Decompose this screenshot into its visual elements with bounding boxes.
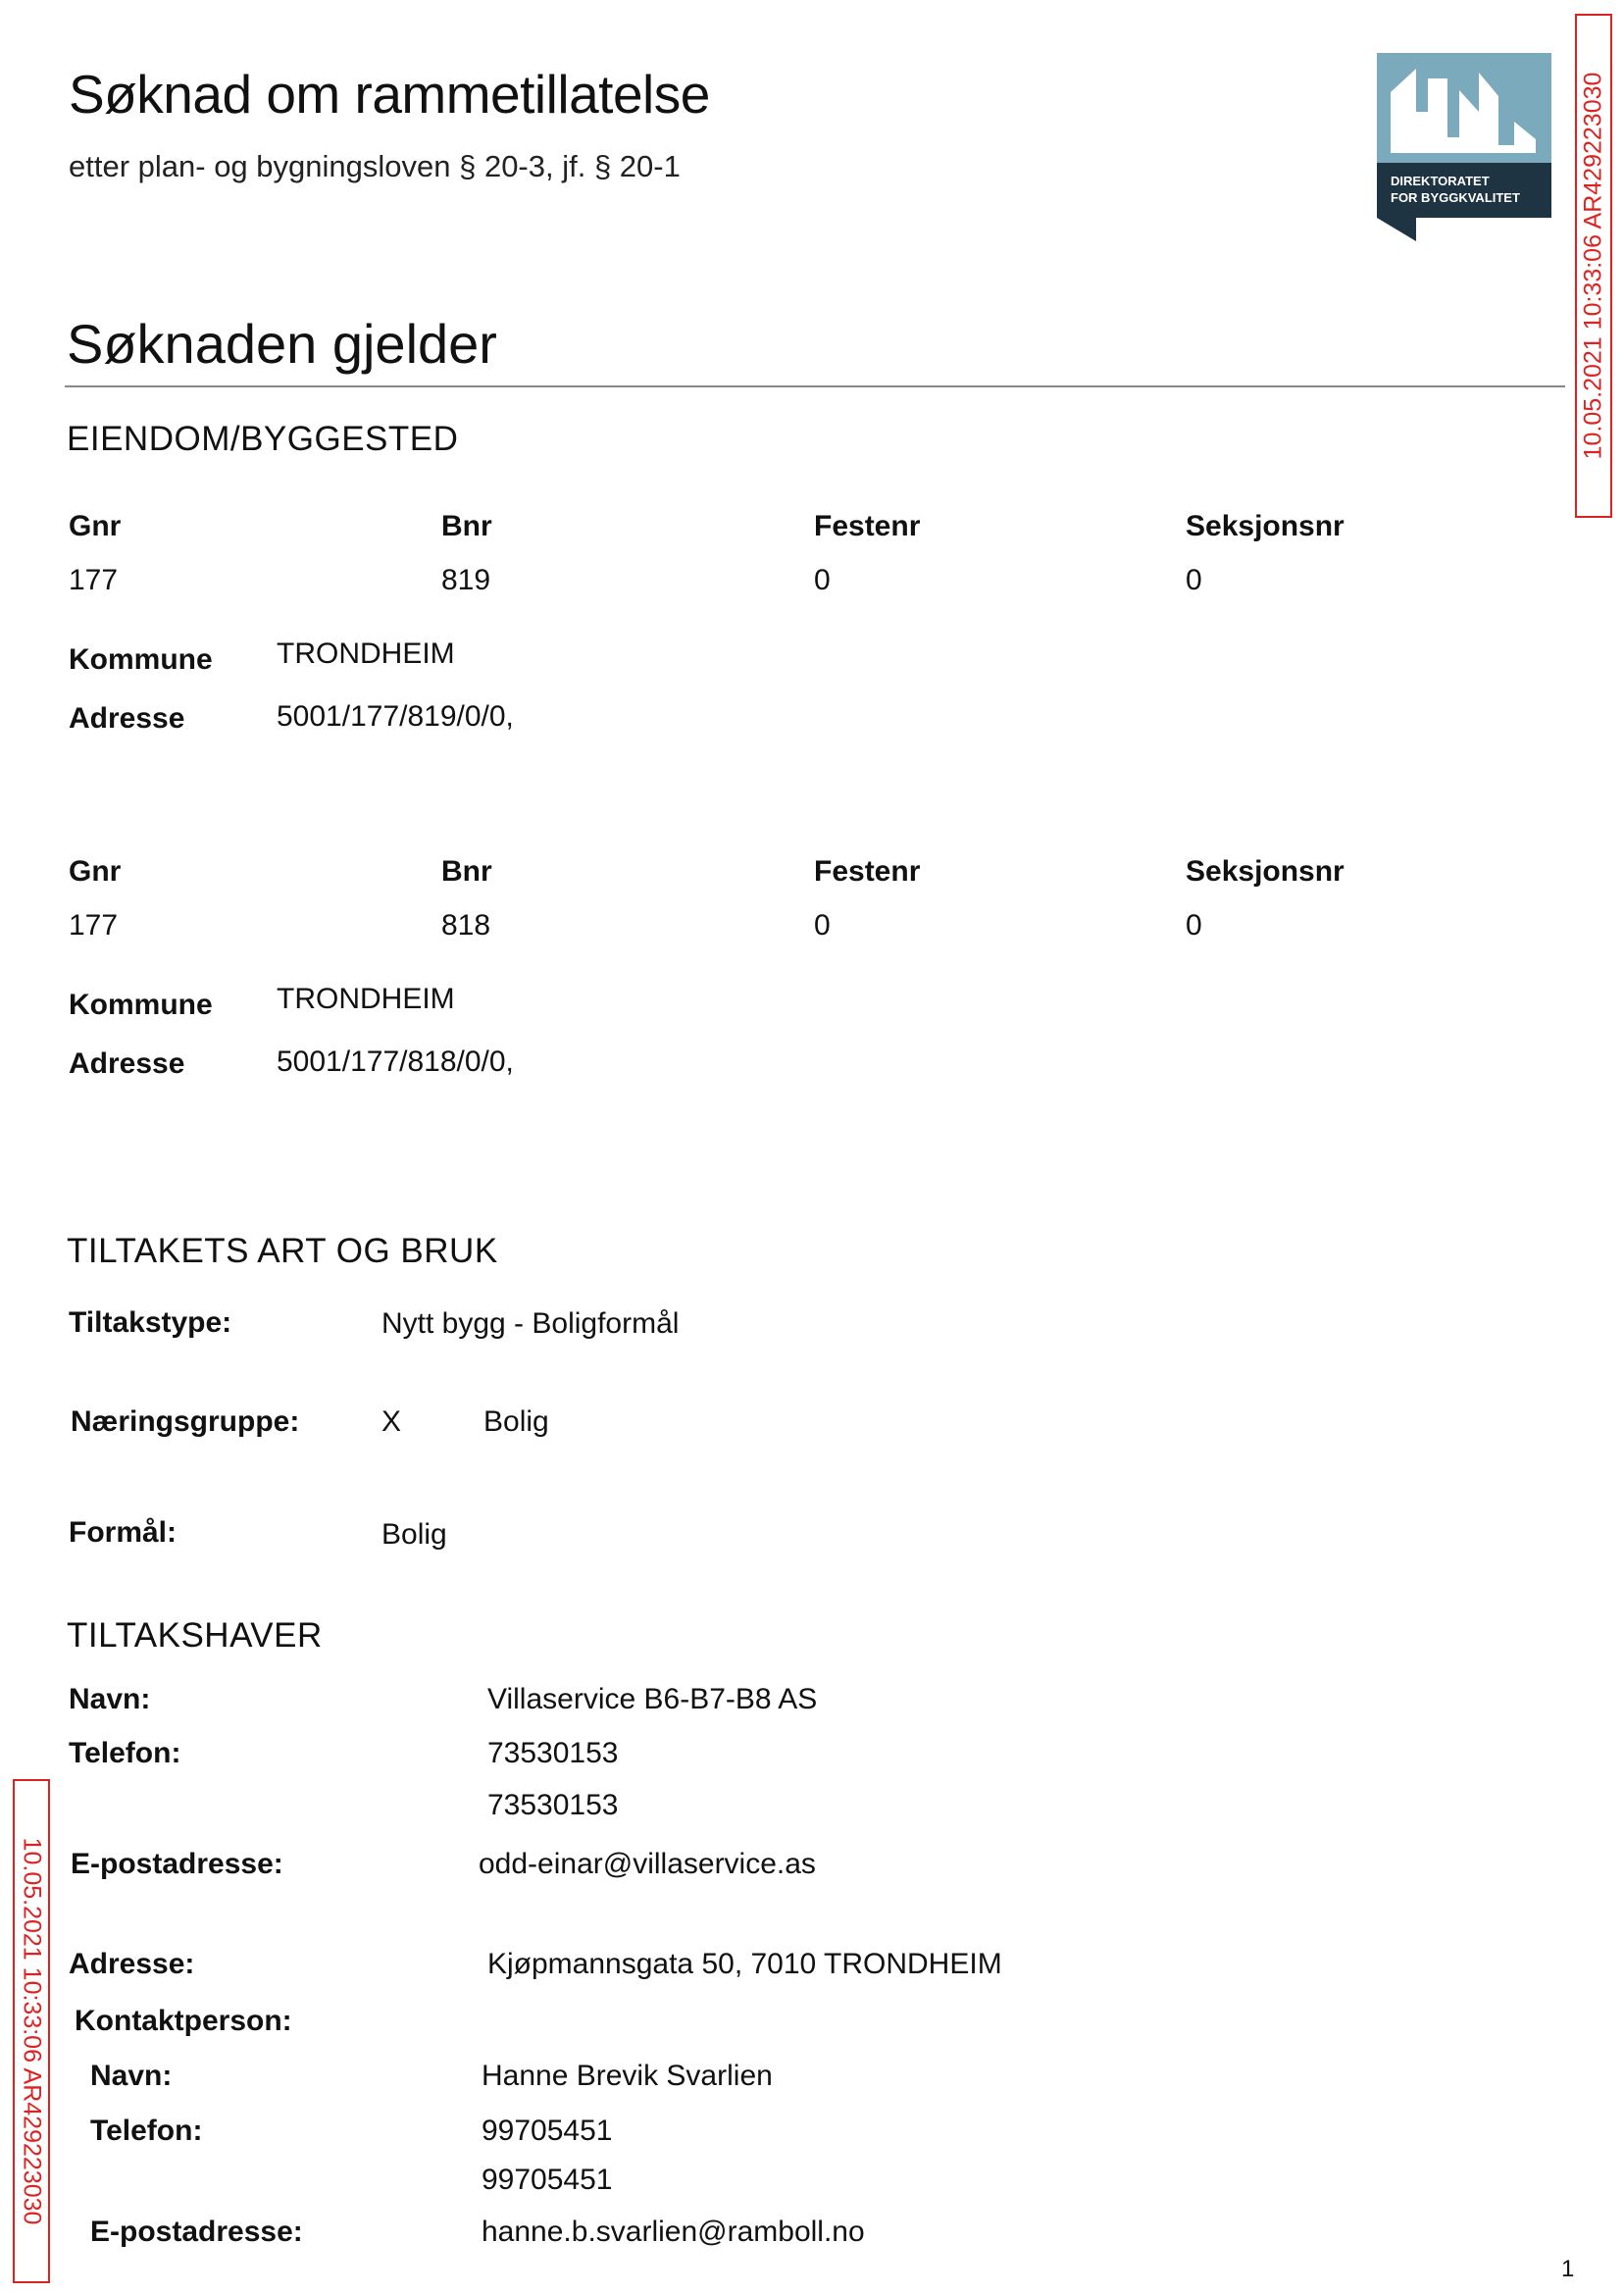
naeringsgruppe-label: Næringsgruppe: bbox=[71, 1405, 300, 1438]
kommune-value: TRONDHEIM bbox=[277, 637, 455, 670]
section-title: Søknaden gjelder bbox=[67, 313, 497, 375]
dibk-logo bbox=[1377, 53, 1551, 241]
kontakt-navn-label: Navn: bbox=[90, 2060, 173, 2092]
col-label-festenr: Festenr bbox=[814, 510, 921, 542]
col-label-seksjonsnr: Seksjonsnr bbox=[1186, 510, 1345, 542]
kontakt-telefon-label: Telefon: bbox=[90, 2115, 203, 2147]
adresse-value: 5001/177/819/0/0, bbox=[277, 700, 514, 733]
gnr-value: 177 bbox=[69, 909, 119, 942]
kontakt-telefon-2: 99705451 bbox=[482, 2164, 613, 2196]
adresse-label: Adresse bbox=[69, 702, 185, 735]
logo-text-line2: FOR BYGGKVALITET bbox=[1391, 190, 1520, 205]
col-label-gnr: Gnr bbox=[69, 855, 122, 888]
receipt-stamp-right bbox=[1575, 14, 1612, 518]
naeringsgruppe-value: Bolig bbox=[483, 1405, 549, 1438]
naeringsgruppe-code: X bbox=[381, 1405, 402, 1438]
tiltakshaver-epost-value: odd-einar@villaservice.as bbox=[479, 1848, 816, 1880]
tiltakshaver-telefon-1: 73530153 bbox=[487, 1737, 619, 1769]
page-number: 1 bbox=[1561, 2256, 1575, 2282]
document-title: Søknad om rammetillatelse bbox=[69, 64, 710, 125]
col-label-seksjonsnr: Seksjonsnr bbox=[1186, 855, 1345, 888]
tiltakshaver-adresse-label: Adresse: bbox=[69, 1948, 195, 1980]
formal-value: Bolig bbox=[381, 1518, 447, 1551]
kommune-value: TRONDHEIM bbox=[277, 983, 455, 1015]
kommune-label: Kommune bbox=[69, 643, 213, 676]
formal-label: Formål: bbox=[69, 1516, 178, 1549]
kontaktperson-label: Kontaktperson: bbox=[75, 2005, 292, 2037]
seksjonsnr-value: 0 bbox=[1186, 564, 1202, 596]
section-divider bbox=[65, 385, 1565, 387]
festenr-value: 0 bbox=[814, 564, 831, 596]
tiltakstype-label: Tiltakstype: bbox=[69, 1306, 232, 1339]
bnr-value: 818 bbox=[441, 909, 491, 942]
logo-text-line1: DIREKTORATET bbox=[1391, 174, 1490, 188]
col-label-festenr: Festenr bbox=[814, 855, 921, 888]
stamp-text: 10.05.2021 10:33:06 AR429223030 bbox=[1579, 72, 1607, 460]
tiltakstype-value: Nytt bygg - Boligformål bbox=[381, 1307, 680, 1340]
adresse-value: 5001/177/818/0/0, bbox=[277, 1045, 514, 1078]
tiltakshaver-heading: TILTAKSHAVER bbox=[67, 1616, 323, 1655]
tiltakshaver-navn-value: Villaservice B6-B7-B8 AS bbox=[487, 1683, 818, 1715]
tiltakshaver-telefon-label: Telefon: bbox=[69, 1737, 181, 1769]
seksjonsnr-value: 0 bbox=[1186, 909, 1202, 942]
receipt-stamp-left bbox=[13, 1779, 50, 2283]
bnr-value: 819 bbox=[441, 564, 491, 596]
tiltakshaver-navn-label: Navn: bbox=[69, 1683, 151, 1715]
tiltakshaver-adresse-value: Kjøpmannsgata 50, 7010 TRONDHEIM bbox=[487, 1948, 1002, 1980]
col-label-bnr: Bnr bbox=[441, 510, 492, 542]
kontakt-telefon-1: 99705451 bbox=[482, 2115, 613, 2147]
tiltakshaver-telefon-2: 73530153 bbox=[487, 1789, 619, 1821]
adresse-label: Adresse bbox=[69, 1047, 185, 1080]
col-label-bnr: Bnr bbox=[441, 855, 492, 888]
gnr-value: 177 bbox=[69, 564, 119, 596]
stamp-text: 10.05.2021 10:33:06 AR429223030 bbox=[18, 1837, 46, 2225]
kontakt-navn-value: Hanne Brevik Svarlien bbox=[482, 2060, 773, 2092]
document-subtitle: etter plan- og bygningsloven § 20-3, jf. § 20-1 bbox=[69, 149, 681, 183]
kommune-label: Kommune bbox=[69, 989, 213, 1021]
festenr-value: 0 bbox=[814, 909, 831, 942]
eiendom-heading: EIENDOM/BYGGESTED bbox=[67, 420, 459, 458]
kontakt-epost-value: hanne.b.svarlien@ramboll.no bbox=[482, 2216, 865, 2248]
tiltakshaver-epost-label: E-postadresse: bbox=[71, 1848, 283, 1880]
col-label-gnr: Gnr bbox=[69, 510, 122, 542]
tiltak-heading: TILTAKETS ART OG BRUK bbox=[67, 1232, 498, 1270]
kontakt-epost-label: E-postadresse: bbox=[90, 2216, 303, 2248]
